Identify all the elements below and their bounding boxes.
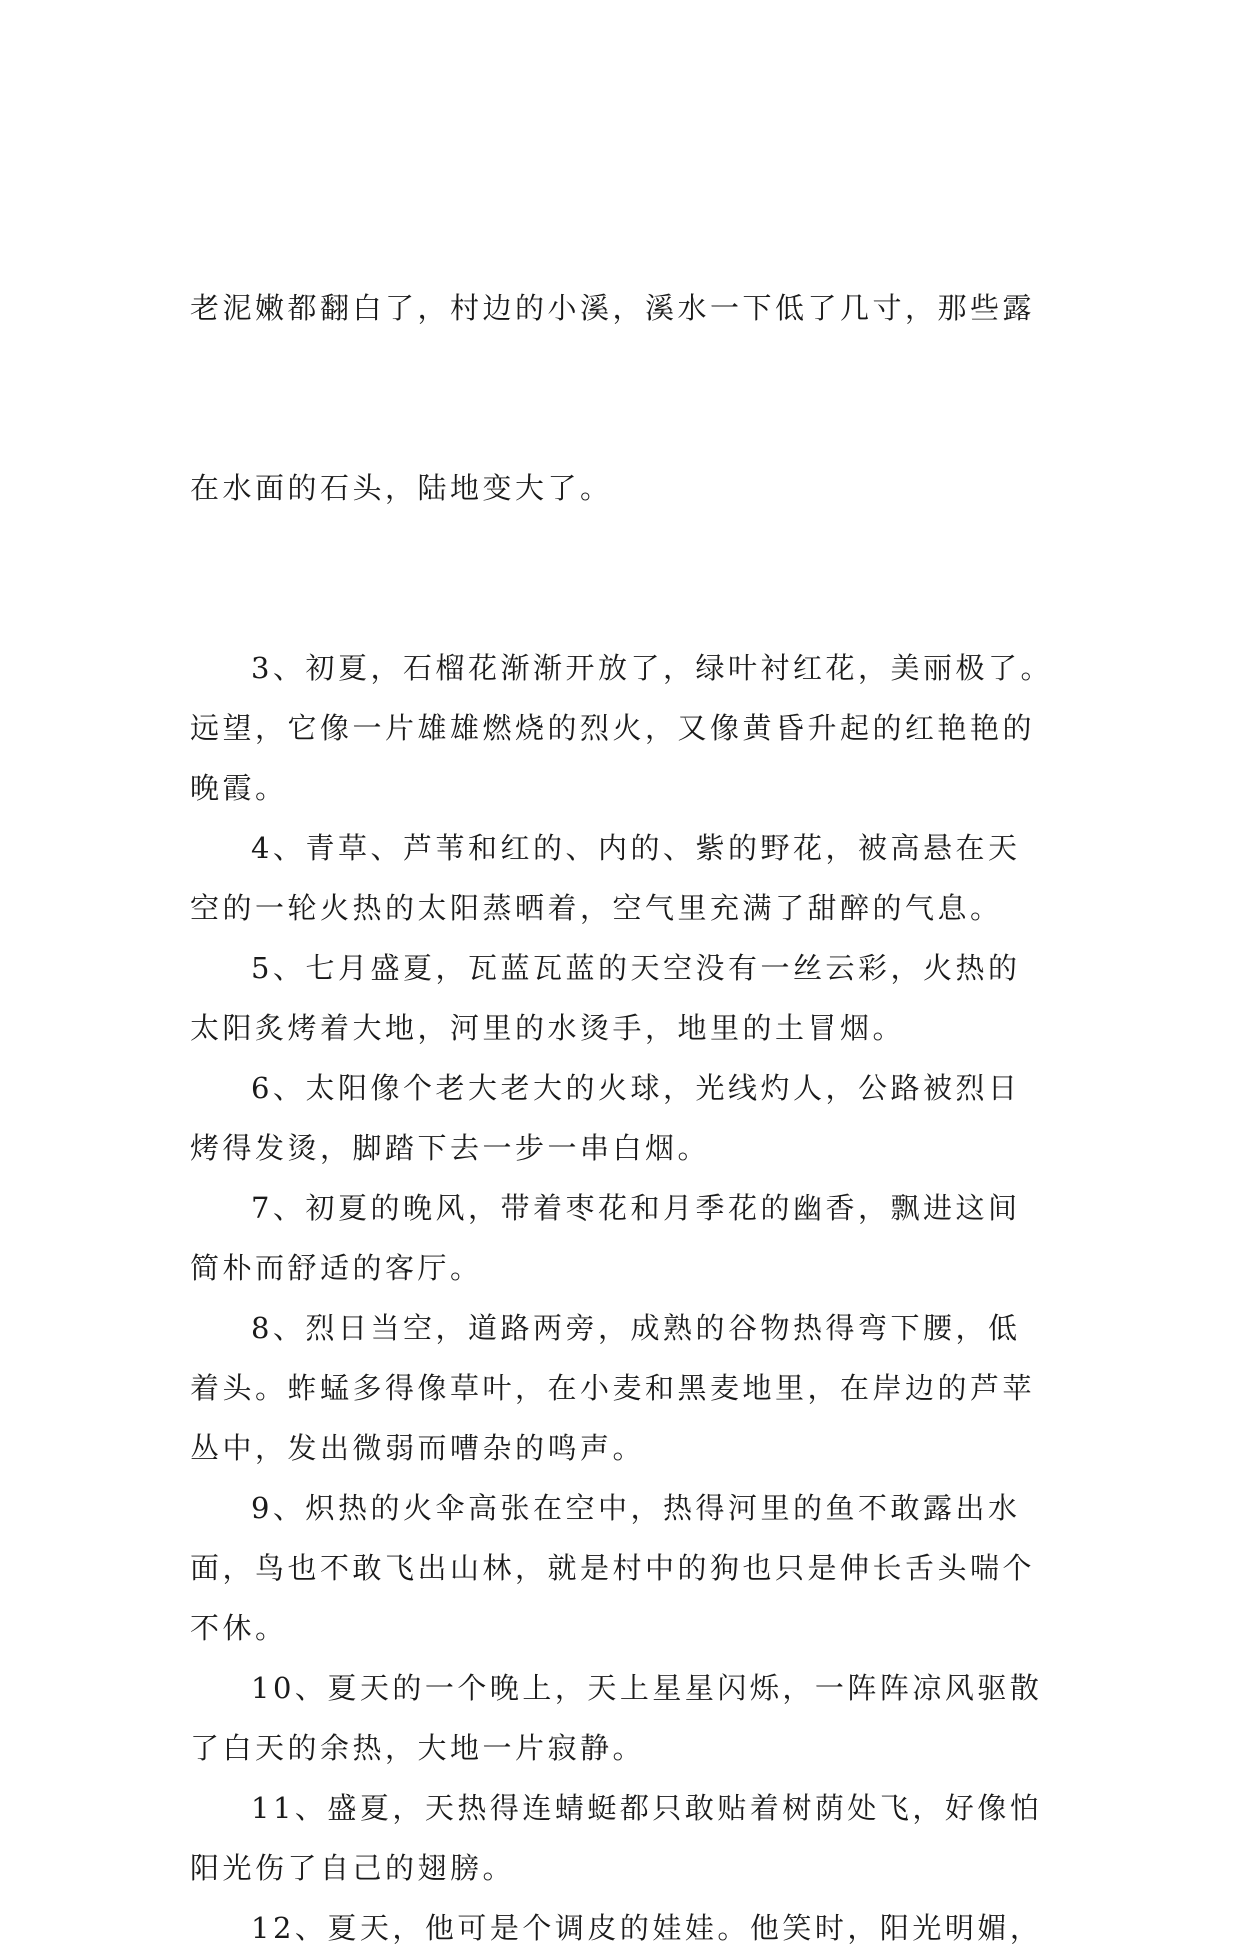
text-line: 着头。蚱蜢多得像草叶，在小麦和黑麦地里，在岸边的芦苹: [190, 1371, 1036, 1405]
text-line: 空的一轮火热的太阳蒸晒着，空气里充满了甜醉的气息。: [190, 891, 1003, 925]
text-line: 6、太阳像个老大老大的火球，光线灼人，公路被烈日: [251, 1071, 1021, 1105]
text-line: 不休。: [190, 1611, 288, 1645]
text-line: 8、烈日当空，道路两旁，成熟的谷物热得弯下腰，低: [251, 1311, 1021, 1345]
paragraph: [190, 1898, 1070, 1958]
text-line: 简朴而舒适的客厅。: [190, 1251, 483, 1285]
text-line: 了白天的余热，大地一片寂静。: [190, 1731, 646, 1765]
text-line: 4、青草、芦苇和红的、内的、紫的野花，被高悬在天: [251, 831, 1021, 865]
text-line: 5、七月盛夏，瓦蓝瓦蓝的天空没有一丝云彩，火热的: [251, 951, 1021, 985]
text-line: 远望，它像一片雄雄燃烧的烈火，又像黄昏升起的红艳艳的: [190, 711, 1036, 745]
text-line: 11、盛夏，天热得连蜻蜓都只敢贴着树荫处飞，好像怕: [251, 1791, 1043, 1825]
text-line: 12、夏天，他可是个调皮的娃娃。他笑时，阳光明媚，: [251, 1911, 1043, 1945]
text-line: 7、初夏的晚风，带着枣花和月季花的幽香，飘进这间: [251, 1191, 1021, 1225]
text-line: 丛中，发出微弱而嘈杂的鸣声。: [190, 1431, 646, 1465]
paragraph: [190, 1298, 1070, 1478]
text-line: 在水面的石头，陆地变大了。: [190, 471, 613, 505]
text-line: 9、炽热的火伞高张在空中，热得河里的鱼不敢露出水: [251, 1491, 1021, 1525]
paragraph: [190, 1778, 1070, 1898]
text-line: 阳光伤了自己的翅膀。: [190, 1851, 516, 1885]
text-line: 老泥嫩都翻白了，村边的小溪，溪水一下低了几寸，那些露: [190, 291, 1036, 325]
paragraph: [190, 818, 1070, 938]
text-line: 面，鸟也不敢飞出山林，就是村中的狗也只是伸长舌头喘个: [190, 1551, 1036, 1585]
body-text: [190, 158, 1070, 1958]
paragraph: [190, 158, 1070, 638]
text-line: 10、夏天的一个晚上，天上星星闪烁，一阵阵凉风驱散: [251, 1671, 1043, 1705]
paragraph: [190, 1478, 1070, 1658]
paragraph: [190, 1658, 1070, 1778]
paragraph: [190, 1178, 1070, 1298]
paragraph: [190, 638, 1070, 818]
paragraph: [190, 1058, 1070, 1178]
text-line: 晚霞。: [190, 771, 288, 805]
text-line: 太阳炙烤着大地，河里的水烫手，地里的土冒烟。: [190, 1011, 906, 1045]
text-line: 3、初夏，石榴花渐渐开放了，绿叶衬红花，美丽极了。: [251, 651, 1053, 685]
paragraph: [190, 938, 1070, 1058]
text-line: 烤得发烫，脚踏下去一步一串白烟。: [190, 1131, 711, 1165]
